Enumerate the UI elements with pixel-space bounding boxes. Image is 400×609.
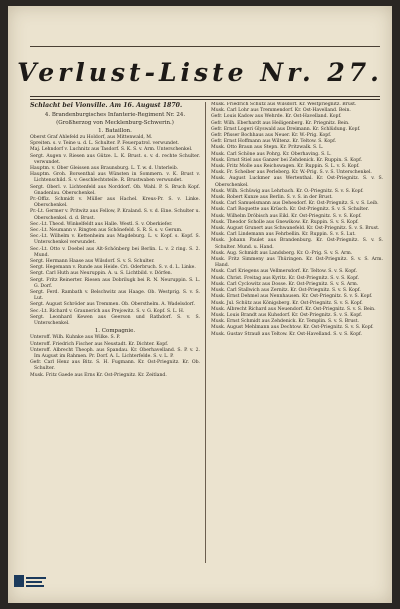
casualty-entry: Musk. Robert Kunze aus Berlin. S. v. S. in der Brust.: [211, 195, 333, 201]
battle-heading: Schlacht bei Vionville. Am 16. August 1870.: [30, 102, 183, 109]
casualty-entry: Hauptm. v. Ober Gleissen aus Braunsburg. L. T. w. d. Unterleib.: [30, 166, 179, 172]
column-divider: [205, 102, 206, 563]
casualty-entry: Musk. Wilhelm Dröbisch aus Eikl. Kr. Ost-Priegnitz. S. v. S. Kopf.: [211, 213, 362, 219]
casualty-entry: Unteroff. Albrecht Theoph. aus Spandau. Kr. Oberhavelland. S. P. v. 2. Im August im Rahmen. Pr. Dorf. A. L. Lichterfelde. S. v. L. P.: [30, 347, 200, 359]
casualty-entry: Gefr. Ernst Hoffmann aus Wiltenz. Kr. Teltow. S. Kopf.: [211, 139, 337, 145]
battalion-heading: 1. Bataillon.: [98, 128, 132, 134]
casualty-entry: Sec.-Lt. Theod. Winkelfeldt aus Halle. Westl. S. v. Oberkiefer.: [30, 221, 173, 227]
casualty-entry: Musk. Carl Lohr aus Tremmendorf. Kr. Ost-Havelland. Bein.: [211, 108, 351, 114]
casualty-entry: Sergt. Augen v. Riesen aus Gütze. L. K. Brust. s. v. d. rechte Schulter. verwundet.: [30, 153, 200, 165]
casualty-list-a: [30, 135, 200, 327]
top-rule: [30, 46, 380, 47]
casualty-entry: Musk. Gustav Strauß aus Teltow. Kr. Ost-Havelland. S. v. S. Kopf.: [211, 331, 363, 337]
casualty-entry: Musk. Louis Brandt aus Kuhsdorf. Kr. Ost-Priegnitz. S. v. S. Kopf.: [211, 312, 363, 318]
casualty-entry: Musk. August Grunert aus Schwanefeld. Kr. Ost-Priegnitz. S. v. S. Brust.: [211, 226, 380, 232]
casualty-entry: Musk. Fritz Simmeny aus Thüringen. Kr. Ost-Priegnitz. S. v. S. Arm. Hand.: [211, 257, 383, 269]
casualty-entry: Musk. Fritz Gaede aus Erns Kr. Ost-Priegnitz. Kr. Zeitland.: [30, 372, 167, 378]
casualty-entry: Maj. Lehndorf v. Luchnitz aus Tasdorf. S. K. S. v. Arm. Unterschenkel.: [30, 147, 193, 153]
casualty-entry: Musk. Theodor Scholle aus Gnewikow. Kr. Ruppin. S. v. S. Kopf.: [211, 219, 359, 225]
page-title: Verlust-Liste Nr. 27.: [17, 58, 383, 87]
casualty-list-c: [211, 102, 383, 338]
casualty-entry: Unteroff. Wilh. Kuhnke aus Wilke. S. P.: [30, 335, 121, 341]
casualty-entry: Musk. Fr. Scheiber aus Perleberg. Kr. W.-Prig. S. v. S. Unterschenkel.: [211, 170, 372, 176]
casualty-entry: Spreiten. s. v. Teine u. d. L. Schulter. P. Feuerpatrol. verwundet.: [30, 141, 179, 147]
casualty-entry: Sergt. Oberl. v. Lichtenfeld aus Norddorf. Ob. Wahl. P. S. Bruch Kopf. Gnadenlau. Oberschenkel.: [30, 184, 200, 196]
casualty-entry: Musk. Carl Roquette aus Krüsch. Kr. Ost-Priegnitz. S. v. S. Schulter.: [211, 207, 369, 213]
casualty-entry: Sergt. Hermann Haase aus Wilsdorf. S. v. S. Schulter.: [30, 259, 155, 265]
casualty-entry: Sec.-Lt. Otto v. Doebel aus Alt-Schönberg bei Berlin. L. v. 2 ring. S. 2. Mund.: [30, 246, 200, 258]
casualty-entry: Sergt. Carl Huth aus Neuruppin. A. u. S. Lichtbild. v. Dörfen.: [30, 271, 173, 277]
casualty-entry: Musk. Carl Cyclowitz aus Dosse. Kr. Ost-Priegnitz. S. v. S. Arm.: [211, 281, 359, 287]
casualty-entry: Musk. August Mehlmann aus Dechtow. Kr. Ost-Priegnitz. S. v. S. Kopf.: [211, 325, 374, 331]
casualty-entry: Pr.-Lt. Germer v. Pritwitz aus Fellow, P. Kraland. S. v. d. Eine. Schulter u. Oberschenkel. d. d. Brust.: [30, 209, 200, 221]
casualty-entry: Musk. Jul. Schütz aus Königsberg. Kr. Ost-Priegnitz. S. v. S. Kopf.: [211, 300, 363, 306]
right-column: [211, 102, 383, 573]
casualty-entry: Pr.-Offiz. Schmidt v. Müller aus Hachel. Kreus-Pr. S. v. Linke. Oberschenkel.: [30, 197, 200, 209]
casualty-entry: Sergt. Ferd. Rambath v. Belschwitz aus Haage. Ob. Westprig. S. v. S. Lut.: [30, 290, 200, 302]
casualty-entry: Musk. Aug. Schmidt aus Landsberg. Kr. O.-Prig. S. v. S. Arm.: [211, 250, 353, 256]
casualty-entry: Sec.-Lt. Richard v. Graunerich aus Prejowitz. S. v. G. Kopf. S. L. H.: [30, 308, 185, 314]
casualty-entry: Musk. Christ. Freitag aus Kyritz. Kr. Ost-Priegnitz. S. v. S. Kopf.: [211, 275, 360, 281]
casualty-entry: Musk. Johann Paulet aus Brandenburg. Kr. Ost-Priegnitz. S. v. S. Schulter. Mund. u. Hand.: [211, 238, 383, 250]
casualty-entry: Musk. Fritz Molle aus Reichswagen. Kr. Ruppin. S. L. v. S. Kopf.: [211, 164, 360, 170]
casualty-entry: Musk. Friedrich Schütz aus Wilsdorf. Kr. Westpriegnitz. Brust.: [211, 102, 357, 107]
title-rule: [30, 96, 380, 100]
casualty-entry: Sergt. Fritz Reinerter. Riesen aus Dobrilugk bei R. N. Neuruppin. S. L. G. Dorf.: [30, 277, 200, 289]
casualty-entry: Gefr. Pfisser Bochhaus aus Neuer. Kr. W.-Prig. Kopf.: [211, 133, 332, 139]
casualty-entry: Musk. Carl Samuelsmann aus Dehesdorf. Kr. Ost-Priegnitz. S. v. S. Leib.: [211, 201, 379, 207]
newspaper-page: [8, 6, 392, 603]
casualty-entry: Musk. August Luckmer aus Wertenthal. Kr. Ost-Priegnitz. S. v. S. Oberschenkel.: [211, 176, 383, 188]
casualty-entry: Sec.-Lt. Wilhelm v. Kettenheim aus Magdeburg. L. v. Kopf. s. Kopf. S. Unterschenkel verwundet.: [30, 234, 200, 246]
casualty-list-b: [30, 335, 200, 378]
casualty-entry: Sergt. Leonhard Kewen aus Geerson und Rathdorf. S. v. S. Unterschenkel.: [30, 314, 200, 327]
company-heading: 1. Compagnie.: [94, 328, 136, 335]
casualty-entry: Musk. Carl Lindemann aus Fehrbellin. Kr. Ruppin. S. v. S. Lut.: [211, 232, 356, 238]
casualty-entry: Gefr. Louis Kadow aus Wehrde. Kr. Ost-Havelland. Kopf.: [211, 114, 342, 120]
casualty-entry: Musk. Wilh. Schüwig aus Lehrbach. Kr. O.-Priegnitz. S. v. S. Kopf.: [211, 188, 364, 194]
casualty-entry: Musk. Ernst Dehmel aus Nennhausen. Kr. Ost-Priegnitz. S. v. S. Kopf.: [211, 294, 373, 300]
regiment-heading: 4. Brandenburgisches Infanterie-Regiment Nr. 24. (Großherzog von Mecklenburg-Schwerin.): [44, 112, 186, 126]
casualty-entry: Musk. Carl Kriegens aus Vellmersdorf. Kr. Teltow. S. v. S. Kopf.: [211, 269, 358, 275]
casualty-entry: Oberst Graf Ahlefeld zu Holdorf, aus Mittenwald, M.: [30, 135, 153, 140]
casualty-entry: Gefr. Ernst Logeri Glyswald aus Dreimann. Kr. Schlüdung. Kopf.: [211, 126, 361, 132]
casualty-entry: Hauptm. Groh. Borsenthal aus Wünsten in Sommern. v. K. Brust v. Lichtenschild. S. v. Geschlechtsteile. R. Brustwaben verwundet.: [30, 172, 200, 184]
casualty-entry: Gefr. Carl Henz aus Bitz. S. H. Fugmann. Kr. Ost-Priegnitz. Kr. Ob. Schulter.: [30, 360, 200, 372]
library-logo-icon: [14, 573, 48, 589]
casualty-entry: Musk. Otto Braun aus Stepn. Kr. Pritzwalk. S. L.: [211, 145, 324, 151]
casualty-entry: Sec.-Lt. Neumann v. Ringten aus Schönefeld. S. R. S. s. v. Gerum.: [30, 228, 183, 234]
casualty-entry: Musk. Carl Stallwich aus Zernitz. Kr. Ost-Priegnitz. S. v. S. Kopf.: [211, 288, 361, 294]
left-column: [30, 102, 200, 573]
casualty-entry: Musk. Ernst Stiel aus Ganzer bei Zehdenick. Kr. Ruppin. S. Kopf.: [211, 157, 363, 163]
casualty-entry: Musk. Carl Schöne aus Pohrg. Kr. Oberhaving. S. L.: [211, 151, 332, 157]
casualty-entry: Sergt. Hegemann v. Runde aus Heide. Cri. Oderbruch. S. v. d. L. Linke.: [30, 265, 196, 271]
casualty-entry: Unteroff. Friedrich Fischer aus Neustadt. Kr. Dichter. Kopf.: [30, 341, 169, 347]
casualty-entry: Musk. Albrecht Richard aus Neuendorf. Kr. Ost-Priegnitz. S. v. S. Bein.: [211, 306, 376, 312]
casualty-entry: Musk. Ernst Schmidt aus Zehdenick. Kr. Templin. S. v. S. Brust.: [211, 319, 359, 325]
casualty-entry: Sergt. August Schröder aus Tremmen. Ob. Obersthelm. A. Wadelsdorf.: [30, 302, 195, 308]
casualty-entry: Gefr. Wilh. Eberhardt aus Heiligenberg. Kr. Priegnitz. Bein.: [211, 120, 350, 126]
